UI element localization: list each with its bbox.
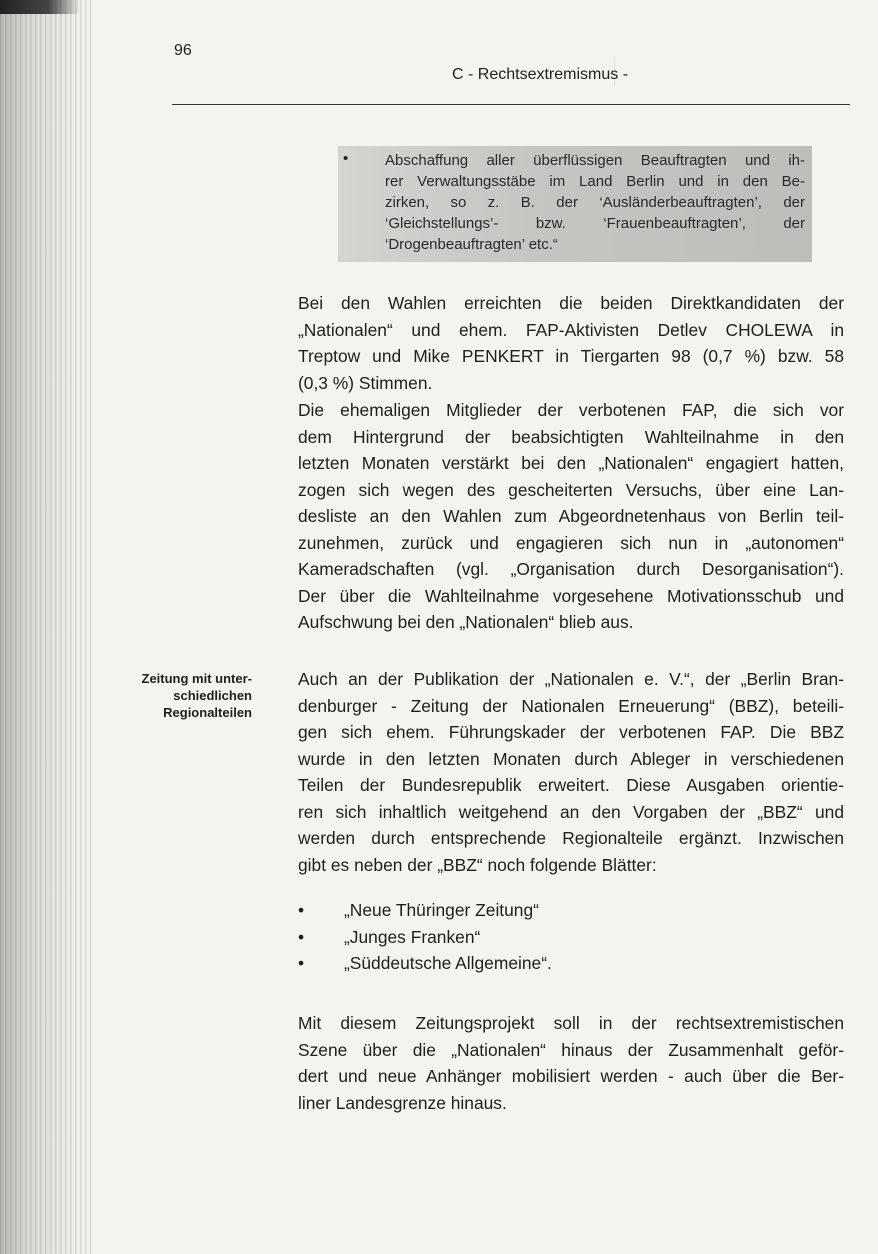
text-line: dem Hintergrund der beabsichtigten Wahlteilnahme in den — [298, 426, 844, 447]
text-line: Treptow und Mike PENKERT in Tiergarten 98 (0,7 %) bzw. 58 — [298, 346, 844, 366]
margin-note-line: Zeitung mit unter- — [141, 671, 252, 686]
text-line: Mit diesem Zeitungsprojekt soll in der rechtsextremistischen — [298, 1013, 844, 1033]
quote-line: ‘Gleichstellungs’- bzw. ‘Frauenbeauftragten’, der — [385, 215, 805, 232]
paragraph-newspaper-project — [298, 1010, 844, 1116]
list-item-label: „Junges Franken“ — [344, 926, 481, 947]
text-line: desliste an den Wahlen zum Abgeordnetenhaus von Berlin teil- — [298, 506, 844, 526]
margin-note-line: schiedlichen — [173, 688, 252, 703]
book-spine-shadow — [0, 0, 95, 1254]
text-line: Auch an der Publikation der „Nationalen e. V.“, der „Berlin Bran- — [298, 669, 844, 689]
text-line: Der über die Wahlteilnahme vorgesehene Motivationsschub und — [298, 585, 844, 606]
text-line: Bei den Wahlen erreichten die beiden Direktkandidaten der — [298, 293, 844, 313]
text-line: Aufschwung bei den „Nationalen“ blieb aus. — [298, 612, 634, 632]
text-line: werden durch entsprechende Regionalteile ergänzt. Inzwischen — [298, 828, 844, 848]
quote-bullet: • — [343, 150, 349, 167]
text-line: liner Landesgrenze hinaus. — [298, 1092, 507, 1113]
margin-note-line: Regionalteilen — [163, 705, 252, 720]
header-rule — [172, 104, 850, 105]
running-head: C - Rechtsextremismus - — [452, 66, 629, 83]
quote-text — [385, 150, 805, 255]
text-line: ren sich inhaltlich weitgehend an den Vorgaben der „BBZ“ und — [298, 801, 844, 822]
binding-edge — [0, 0, 80, 14]
list-item-label: „Neue Thüringer Zeitung“ — [344, 900, 539, 920]
bullet-icon: • — [298, 926, 305, 947]
text-line: Szene über die „Nationalen“ hinaus der Zusammenhalt geför- — [298, 1039, 844, 1060]
text-line: letzten Monaten verstärkt bei den „Nationalen“ engagiert hatten, — [298, 453, 844, 473]
text-line: wurde in den letzten Monaten durch Ableger in verschiedenen — [298, 748, 844, 769]
text-line: Kameradschaften (vgl. „Organisation durch Desorganisation“). — [298, 559, 844, 579]
text-line: Die ehemaligen Mitglieder der verbotenen FAP, die sich vor — [298, 400, 844, 420]
paragraph-bbz-publication — [298, 666, 844, 878]
text-line: dert und neue Anhänger mobilisiert werden - auch über die Ber- — [298, 1066, 844, 1086]
margin-note — [108, 670, 252, 721]
quote-line: rer Verwaltungsstäbe im Land Berlin und in den Be- — [385, 173, 805, 190]
quote-line: zirken, so z. B. der ‘Ausländerbeauftragten’, der — [385, 194, 805, 211]
text-line: „Nationalen“ und ehem. FAP-Aktivisten Detlev CHOLEWA in — [298, 319, 844, 340]
text-line: gen sich ehem. Führungskader der verbotenen FAP. Die BBZ — [298, 722, 844, 742]
paragraph-fap-members — [298, 397, 844, 636]
quote-line: ‘Drogenbeauftragten’ etc.“ — [385, 236, 558, 253]
text-line: denburger - Zeitung der Nationalen Erneuerung“ (BBZ), beteili- — [298, 695, 844, 716]
text-line: gibt es neben der „BBZ“ noch folgende Blätter: — [298, 854, 657, 875]
quote-line: Abschaffung aller überflüssigen Beauftragten und ih- — [385, 152, 805, 169]
list-item-label: „Süddeutsche Allgemeine“. — [344, 953, 552, 973]
paragraph-election-results — [298, 290, 844, 396]
bullet-icon: • — [298, 953, 305, 973]
text-line: zunehmen, zurück und engagieren sich nun in „autonomen“ — [298, 532, 844, 553]
text-line: Teilen der Bundesrepublik erweitert. Diese Ausgaben orientie- — [298, 775, 844, 795]
text-line: (0,3 %) Stimmen. — [298, 372, 433, 393]
bullet-icon: • — [298, 900, 305, 920]
text-line: zogen sich wegen des gescheiterten Versuchs, über eine Lan- — [298, 479, 844, 500]
page-number: 96 — [174, 42, 192, 59]
